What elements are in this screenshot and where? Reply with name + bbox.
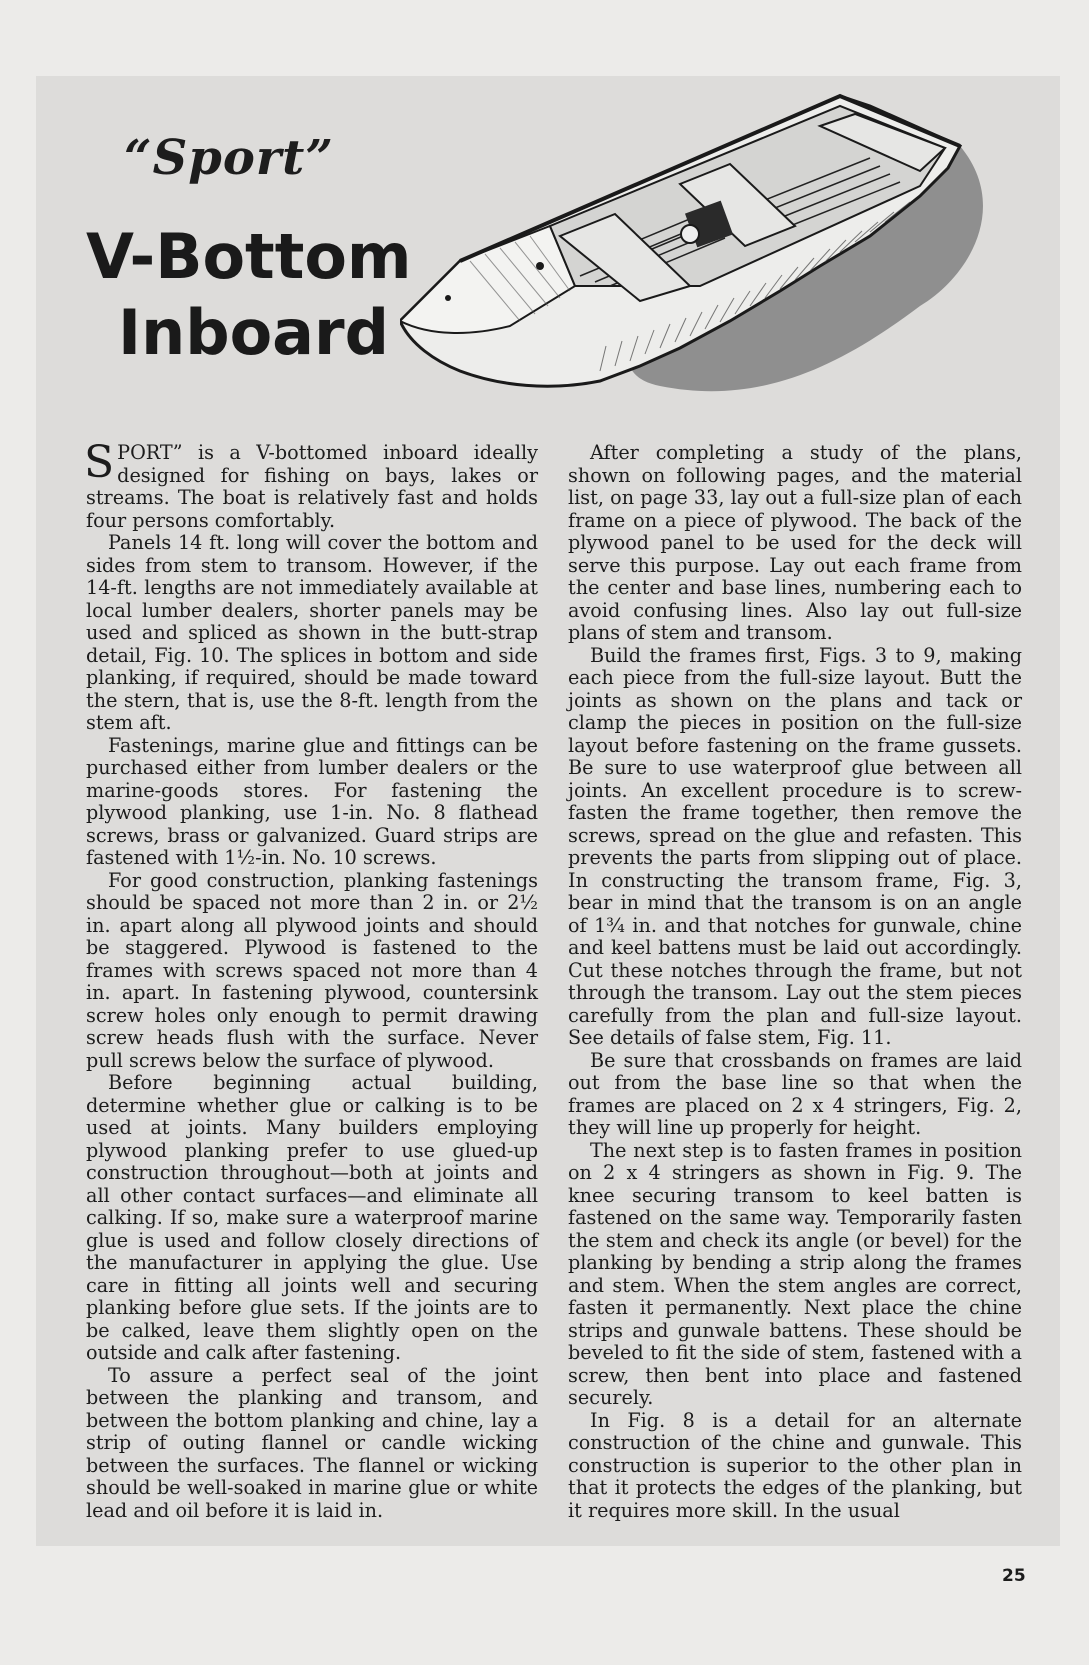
engine-flywheel [681,225,699,243]
boat-illustration [400,86,1000,416]
title-v-bottom: V-Bottom [86,220,412,293]
paragraph: The next step is to fasten frames in position on 2 x 4 stringers as shown in Fig. 9. The knee securing transom to keel batten is fastened on the same way. Temporarily fasten the stem and check its angle (or bevel) for the planking by bending a strip along the frames and stem. When the stem angles are correct, fasten it permanently. Next place the chine strips and gunwale battens. These should be beveled to fit the side of stem, fastened with a screw, then bent into place and fastened securely. [568,1138,1022,1409]
paragraph: Build the frames first, Figs. 3 to 9, making each piece from the full-size layout. Butt the joints as shown on the plans and tack or clamp the pieces in position on the full-size layout before fastening on the frame gussets. Be sure to use waterproof glue between all joints. An excellent procedure is to screw-fasten the frame together, then remove the screws, spread on the glue and refasten. This prevents the parts from slipping out of place. In constructing the transom frame, Fig. 3, bear in mind that the transom is on an angle of 1¾ in. and that notches for gunwale, chine and keel battens must be laid out accordingly. Cut these notches through the frame, but not through the transom. Lay out the stem pieces carefully from the plan and full-size layout. See details of false stem, Fig. 11. [568,643,1022,1049]
page-number: 25 [1002,1566,1026,1586]
paragraph: To assure a perfect seal of the joint between the planking and transom, and between the bottom planking and chine, lay a strip of outing flannel or candle wicking between the surfaces. The flannel or wicking should be well-soaked in marine glue or white lead and oil before it is laid in. [86,1363,538,1522]
paragraph: In Fig. 8 is a detail for an alternate construction of the chine and gunwale. This construction is superior to the other plan in that it protects the edges of the planking, but it requires more skill. In the usual [568,1408,1022,1522]
article-column-left [84,437,538,1522]
article-column-right [568,442,1022,1522]
paragraph: Be sure that crossbands on frames are laid out from the base line so that when the frames are placed on 2 x 4 stringers, Fig. 2, they will line up properly for height. [568,1048,1022,1139]
paragraph: For good construction, planking fastenings should be spaced not more than 2 in. or 2½ in. apart along all plywood joints and should be staggered. Plywood is fastened to the frames with screws spaced not more than 4 in. apart. In fastening plywood, countersink screw holes only enough to permit drawing screw heads flush with the surface. Never pull screws below the surface of plywood. [86,868,538,1072]
title-inboard: Inboard [118,296,389,369]
deck-fitting [445,295,451,301]
paragraph: After completing a study of the plans, shown on following pages, and the material list, on page 33, lay out a full-size plan of each frame on a piece of plywood. The back of the plywood panel to be used for the deck will serve this purpose. Lay out each frame from the center and base lines, numbering each to avoid confusing lines. Also lay out full-size plans of stem and transom. [568,441,1022,644]
dropcap: S [84,437,115,488]
paragraph-text: PORT” is a V-bottomed inboard ideally designed for fishing on bays, lakes or streams. The boat is relatively fast and holds four persons comfortably. [86,441,538,532]
title-sport: “Sport” [124,130,334,186]
paragraph: Fastenings, marine glue and fittings can be purchased either from lumber dealers or the marine-goods stores. For fastening the plywood planking, use 1-in. No. 8 flathead screws, brass or galvanized. Guard strips are fastened with 1½-in. No. 10 screws. [86,733,538,869]
paragraph: Before beginning actual building, determine whether glue or calking is to be used at joints. Many builders employing plywood planking prefer to use glued-up construction throughout—both at joints and all other contact surfaces—and eliminate all calking. If so, make sure a waterproof marine glue is used and follow closely directions of the manufacturer in applying the glue. Use care in fitting all joints well and securing planking before glue sets. If the joints are to be calked, leave them slightly open on the outside and calk after fastening. [86,1071,538,1364]
paragraph [84,437,538,532]
paragraph: Panels 14 ft. long will cover the bottom and sides from stem to transom. However, if the 14-ft. lengths are not immediately available at local lumber dealers, shorter panels may be used and spliced as shown in the butt-strap detail, Fig. 10. The splices in bottom and side planking, if required, should be made toward the stern, that is, use the 8-ft. length from the stem aft. [86,531,538,734]
bow-cleat [536,262,544,270]
